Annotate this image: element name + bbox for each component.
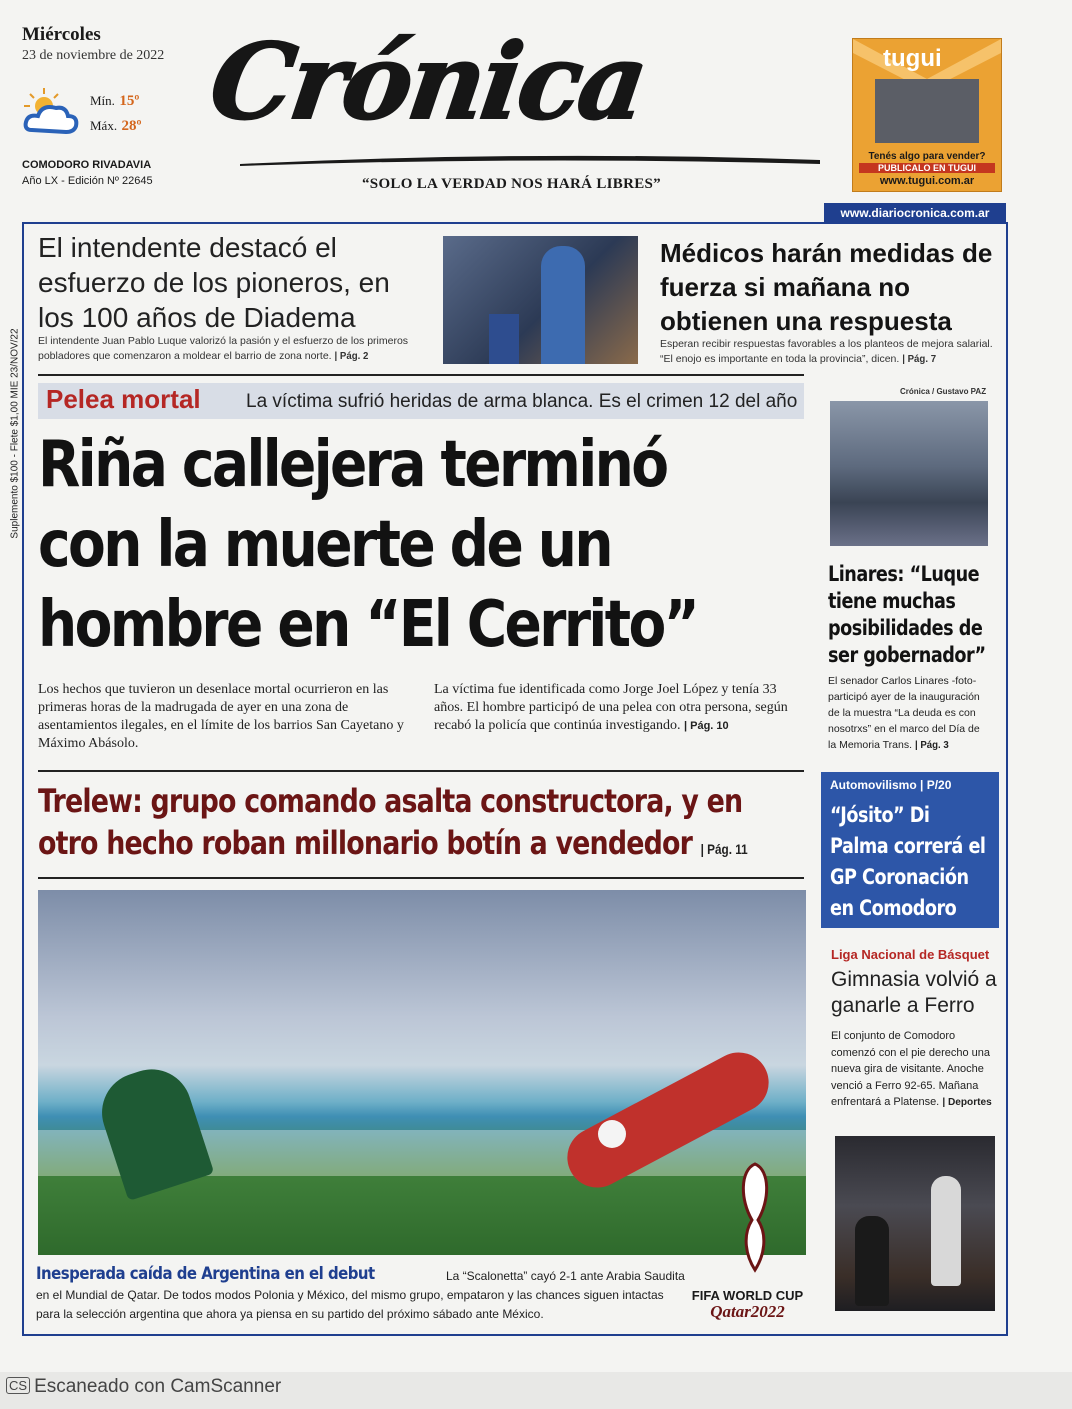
max-value: 28º: [121, 118, 142, 134]
podium: [489, 314, 519, 364]
main-story-col2: [434, 681, 806, 735]
trelew-page: | Pág. 11: [700, 841, 748, 857]
story-medicos-text: Esperan recibir respuestas favorables a los planteos de mejora salarial. “El enojo es importante en toda la provincia”, dicen.: [660, 338, 993, 365]
basket-page: | Deportes: [942, 1097, 992, 1108]
divider: [38, 877, 804, 879]
city: COMODORO RIVADAVIA: [22, 159, 152, 171]
main-story-page: | Pág. 10: [683, 720, 729, 732]
automovilismo-headline: “Jósito” Di Palma correrá el GP Coronación en Comodoro: [830, 803, 986, 920]
min-value: 15º: [119, 93, 140, 109]
price-sidebar: [8, 200, 22, 670]
kicker-subtitle: La víctima sufrió heridas de arma blanca. Es el crimen 12 del año: [246, 391, 798, 412]
linares-photo-block: [820, 383, 1006, 553]
trelew-headline[interactable]: [38, 780, 794, 864]
main-headline-line2: con la muerte de un: [38, 508, 612, 582]
caption-body: La “Scalonetta” cayó 2-1 ante Arabia Saudita en el Mundial de Qatar. De todos modos Polonia y México, del mismo grupo, empataron y las chances siguen intactas para la selección argentina que ahora ya piensa en su partido del próximo sábado ante México.: [36, 1269, 685, 1321]
ad-line2: PUBLICALO EN TUGUI: [859, 163, 995, 173]
player-white: [931, 1176, 961, 1286]
automovilismo-box[interactable]: [821, 772, 999, 928]
trelew-line2: [38, 822, 794, 864]
weather-min: [90, 92, 139, 110]
linares-photo: [830, 401, 988, 546]
linares-headline[interactable]: Linares: “Luque tiene muchas posibilidades de ser gobernador”: [828, 562, 986, 667]
main-headline-line3: hombre en “El Cerrito”: [38, 588, 698, 662]
story-medicos-body: [660, 337, 996, 367]
story-medicos-page: | Pág. 7: [902, 354, 937, 365]
speaker-figure: [541, 246, 585, 364]
linares-body: [828, 673, 990, 754]
main-story-col1: Los hechos que tuvieron un desenlace mortal ocurrieron en las primeras horas de la madrugada de ayer en una zona de asentamientos ilegales, en el límite de los barrios San Cayetano y Máximo Abásolo.: [38, 682, 404, 751]
player-25: [855, 1216, 889, 1306]
weekday: Miércoles: [22, 24, 101, 45]
edition: Año LX - Edición Nº 22645: [22, 175, 153, 187]
trelew-line1: Trelew: grupo comando asalta constructora, y en: [38, 782, 743, 820]
sidebar-text: Suplemento $100 - Flete $1,00 MIE 23/NOV/22: [9, 328, 21, 539]
ad-line1: Tenés algo para vender?: [868, 151, 986, 162]
story-diadema-page: | Pág. 2: [334, 351, 369, 362]
divider: [38, 770, 804, 772]
world-cup-trophy-icon: [738, 1160, 772, 1278]
partly-cloudy-icon: [22, 86, 82, 138]
story-diadema-body: [38, 334, 430, 364]
ad-url[interactable]: www.tugui.com.ar: [879, 175, 975, 187]
min-label: Mín.: [90, 93, 115, 108]
caption-headline[interactable]: Inesperada caída de Argentina en el debut: [36, 1264, 375, 1284]
basketball-photo: [835, 1136, 995, 1311]
tugui-ad[interactable]: [852, 38, 1002, 192]
divider: [38, 374, 804, 376]
ad-appliances-image: [875, 79, 979, 143]
main-headline[interactable]: [38, 425, 812, 665]
world-cup-photo: [38, 890, 806, 1255]
masthead-logo: Crónica: [203, 20, 653, 143]
world-cup-logo-line2: Qatar2022: [710, 1302, 785, 1321]
basket-body: [831, 1028, 993, 1112]
mayor-speech-photo: [443, 236, 638, 364]
main-headline-line1: Riña callejera terminó: [38, 428, 667, 502]
weather-max: [90, 117, 142, 135]
max-label: Máx.: [90, 118, 118, 133]
story-diadema-text: El intendente Juan Pablo Luque valorizó la pasión y el esfuerzo de los primeros pobladores que comenzaron a moldear el barrio de zona norte.: [38, 335, 409, 362]
kicker-bar: [38, 383, 804, 419]
story-diadema-headline[interactable]: El intendente destacó el esfuerzo de los pioneros, en los 100 años de Diadema: [38, 232, 390, 333]
trelew-line2-text: otro hecho roban millonario botín a vendedor: [38, 824, 693, 862]
masthead-swoosh: [240, 152, 820, 166]
basket-text: El conjunto de Comodoro comenzó con el pie derecho una nueva gira de visitante. Anoche venció a Ferro 92-65. Mañana enfrentará a Platense.: [831, 1030, 990, 1108]
camscanner-badge: CS: [6, 1377, 30, 1394]
camscanner-watermark: [6, 1376, 281, 1398]
basket-headline[interactable]: Gimnasia volvió a ganarle a Ferro: [831, 968, 997, 1017]
ad-logo: tugui: [883, 45, 942, 72]
date: 23 de noviembre de 2022: [22, 48, 165, 63]
basket-kicker: Liga Nacional de Básquet: [831, 947, 990, 962]
linares-page: | Pág. 3: [914, 740, 949, 751]
story-medicos-headline[interactable]: Médicos harán medidas de fuerza si mañana no obtienen una respuesta: [660, 238, 993, 336]
kicker-pelea: Pelea mortal: [46, 384, 201, 414]
main-story-col2-text: La víctima fue identificada como Jorge Joel López y tenía 33 años. El hombre participó de una pelea con otra persona, según recabó la policía que continúa investigando.: [434, 682, 788, 733]
camscanner-text: Escaneado con CamScanner: [34, 1376, 282, 1397]
player-saudi: [92, 1059, 215, 1201]
ball: [598, 1120, 626, 1148]
website-link[interactable]: www.diariocronica.com.ar: [824, 203, 1006, 223]
motto: “SOLO LA VERDAD NOS HARÁ LIBRES”: [362, 176, 661, 192]
automovilismo-kicker: Automovilismo | P/20: [830, 778, 952, 792]
photo-credit: Crónica / Gustavo PAZ: [900, 387, 987, 396]
world-cup-logo-line1: FIFA WORLD CUP: [691, 1288, 804, 1303]
linares-text: El senador Carlos Linares -foto- participó ayer de la inauguración de la muestra “La deuda es con nosotrxs” en el marco del Día de la Memoria Trans.: [828, 675, 980, 751]
